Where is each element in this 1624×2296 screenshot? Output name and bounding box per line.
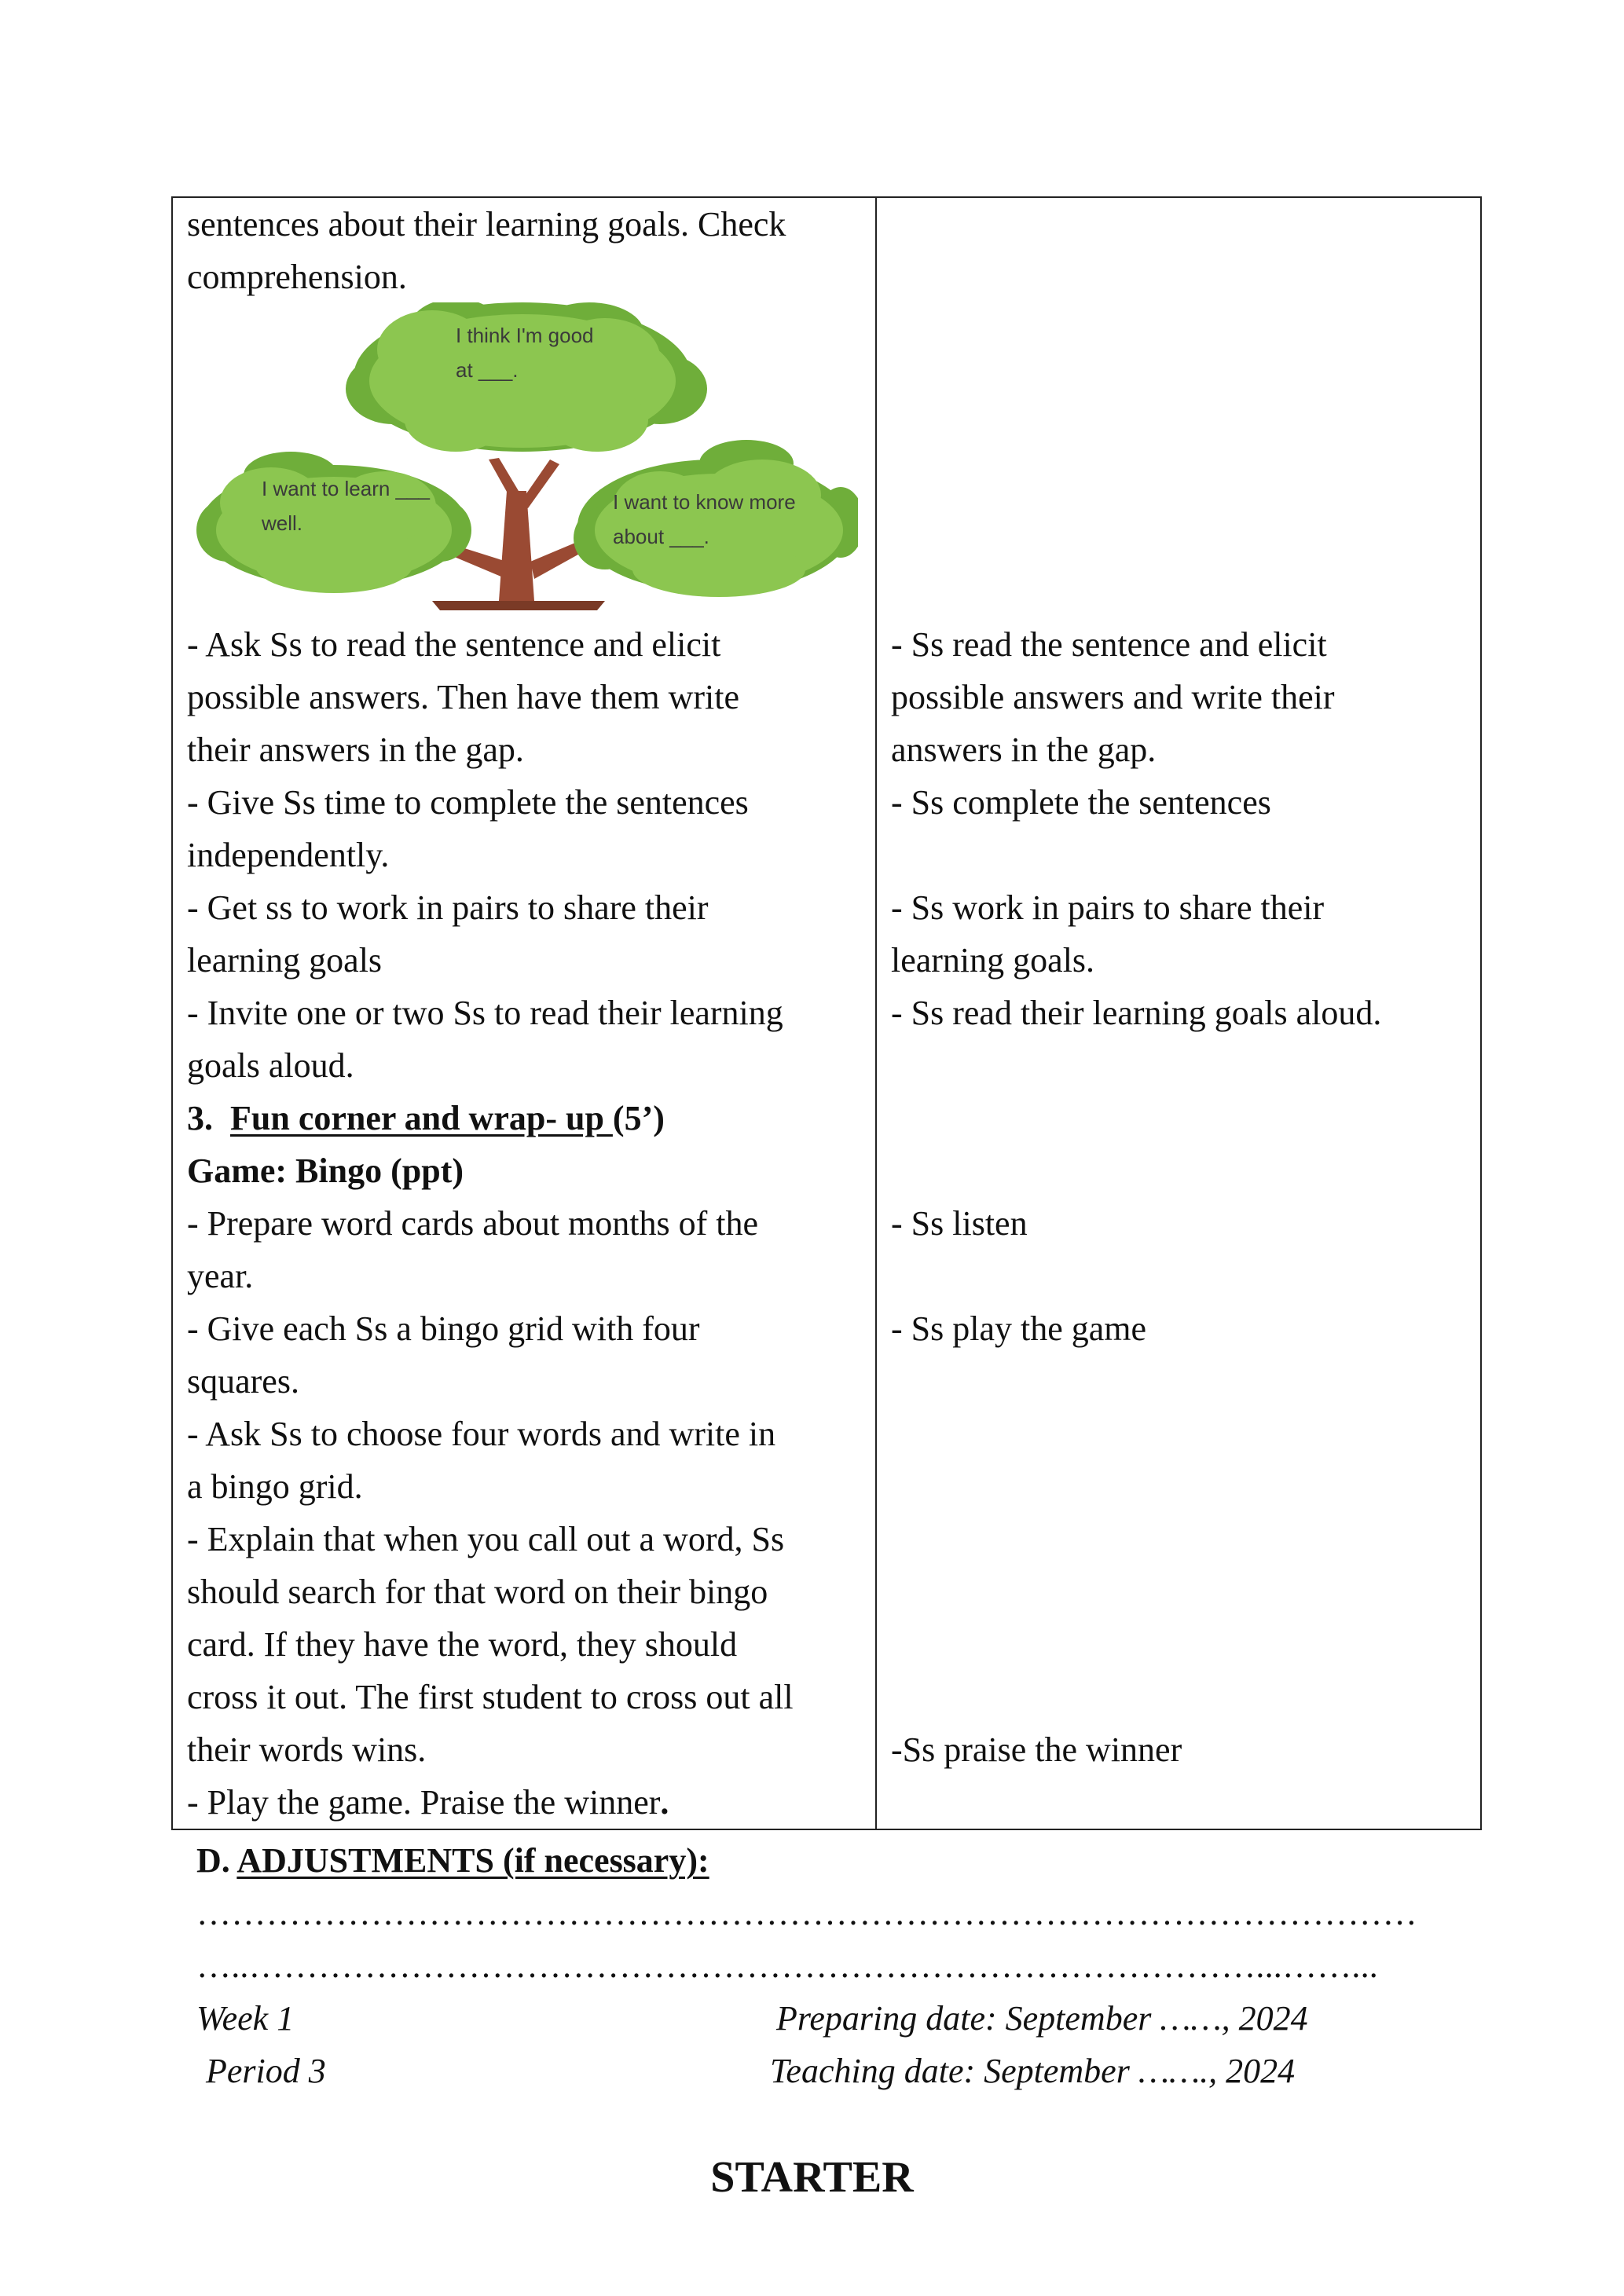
text-line: their words wins. bbox=[187, 1730, 427, 1769]
text-line: - Invite one or two Ss to read their learning bbox=[187, 994, 783, 1032]
week-label: Week 1 bbox=[196, 1999, 295, 2038]
text-line: squares. bbox=[187, 1362, 299, 1401]
teaching-date: Teaching date: September ……., 2024 bbox=[770, 2052, 1296, 2090]
label-line: I think I'm good bbox=[456, 324, 594, 347]
text-line: possible answers and write their bbox=[891, 678, 1335, 716]
game-title: Game: Bingo (ppt) bbox=[187, 1152, 464, 1190]
text-line: - Ask Ss to read the sentence and elicit bbox=[187, 625, 721, 664]
text-line: - Get ss to work in pairs to share their bbox=[187, 888, 709, 927]
adjustments-dotted-line: …..……………………………………………………………………………...……... bbox=[196, 1946, 1378, 1985]
tree-top-label bbox=[456, 318, 594, 387]
label-line: I want to learn ___ bbox=[262, 477, 430, 500]
text-segment: - Play the game. Praise the winner bbox=[187, 1783, 661, 1822]
text-line: learning goals bbox=[187, 941, 383, 980]
adjustments-dotted-line: …………………………………………………………………………………………… bbox=[196, 1894, 1417, 1932]
text-line: their answers in the gap. bbox=[187, 731, 524, 769]
text-line: - Ss read the sentence and elicit bbox=[891, 625, 1327, 664]
text-line: - Ss complete the sentences bbox=[891, 783, 1271, 822]
text-line: - Ss work in pairs to share their bbox=[891, 888, 1325, 927]
text-line: a bingo grid. bbox=[187, 1467, 363, 1506]
unit-title: STARTER bbox=[710, 2153, 914, 2202]
text-line: -Ss praise the winner bbox=[891, 1730, 1182, 1769]
text-line: should search for that word on their bingo bbox=[187, 1573, 768, 1611]
learning-goals-tree-image bbox=[196, 302, 858, 610]
label-line: well. bbox=[262, 511, 303, 535]
adjustments-heading bbox=[196, 1834, 709, 1887]
text-line: - Ss read their learning goals aloud. bbox=[891, 994, 1382, 1032]
text-line: learning goals. bbox=[891, 941, 1095, 980]
label-line: I want to know more bbox=[613, 490, 796, 514]
heading-prefix: D. bbox=[196, 1841, 237, 1880]
section-title: Fun corner and wrap- up bbox=[230, 1099, 613, 1137]
period-label: Period 3 bbox=[206, 2052, 326, 2090]
text-line: - Ss play the game bbox=[891, 1309, 1147, 1348]
text-line: card. If they have the word, they should bbox=[187, 1625, 738, 1664]
text-line: comprehension. bbox=[187, 258, 407, 296]
preparing-date: Preparing date: September ……, 2024 bbox=[776, 1999, 1308, 2038]
text-line: - Give Ss time to complete the sentences bbox=[187, 783, 749, 822]
text-line: - Explain that when you call out a word, Ss bbox=[187, 1520, 785, 1558]
tree-left-label bbox=[262, 471, 430, 540]
text-line: cross it out. The first student to cross out all bbox=[187, 1678, 794, 1716]
text-line: year. bbox=[187, 1257, 254, 1295]
heading-title: ADJUSTMENTS (if necessary): bbox=[236, 1841, 709, 1880]
text-line: - Prepare word cards about months of the bbox=[187, 1204, 759, 1243]
text-line: - Ask Ss to choose four words and write in bbox=[187, 1415, 776, 1453]
section-number: 3. bbox=[187, 1099, 213, 1137]
section-heading bbox=[187, 1092, 665, 1144]
text-line: answers in the gap. bbox=[891, 731, 1157, 769]
label-line: about ___. bbox=[613, 525, 709, 548]
text-line bbox=[187, 1776, 669, 1829]
section-time: (5’) bbox=[612, 1099, 665, 1137]
text-line: independently. bbox=[187, 836, 390, 874]
text-line: sentences about their learning goals. Check bbox=[187, 205, 786, 244]
column-divider bbox=[875, 198, 877, 1829]
text-line: possible answers. Then have them write bbox=[187, 678, 740, 716]
text-segment: . bbox=[660, 1783, 669, 1822]
text-line: - Give each Ss a bingo grid with four bbox=[187, 1309, 700, 1348]
text-line: goals aloud. bbox=[187, 1046, 354, 1085]
text-line: - Ss listen bbox=[891, 1204, 1028, 1243]
label-line: at ___. bbox=[456, 358, 519, 382]
tree-right-label bbox=[613, 485, 796, 554]
